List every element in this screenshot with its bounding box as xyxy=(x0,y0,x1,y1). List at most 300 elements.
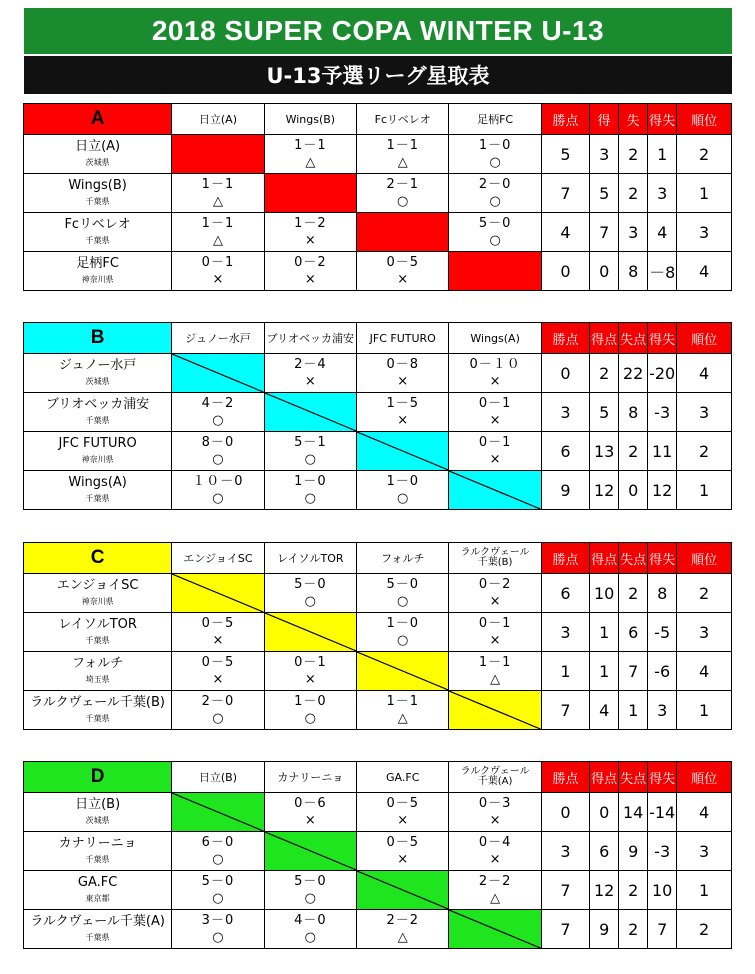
match-result-cell xyxy=(172,252,264,291)
table-row xyxy=(24,613,732,652)
match-result-cell xyxy=(172,471,264,510)
team-cell xyxy=(24,174,172,213)
stat-goals-against: 2 xyxy=(619,135,648,174)
match-score: 0－1 xyxy=(478,434,512,450)
team-name: 日立(A) xyxy=(75,139,121,154)
match-result-cell xyxy=(449,393,541,432)
match-score: 2－4 xyxy=(294,356,327,372)
team-prefecture: 千葉県 xyxy=(85,494,110,503)
group-letter: A xyxy=(24,104,172,135)
column-header-team: Wings(B) xyxy=(264,104,356,135)
match-result-cell xyxy=(357,252,449,291)
match-result-cell xyxy=(449,871,541,910)
match-score: 4－2 xyxy=(201,395,235,411)
self-match-cell xyxy=(172,574,264,613)
column-header-stat: 得点 xyxy=(590,323,619,354)
stat-goals-against: 2 xyxy=(619,871,648,910)
stat-points: 1 xyxy=(541,652,589,691)
column-header-stat: 順位 xyxy=(677,543,732,574)
team-prefecture: 茨城県 xyxy=(85,158,110,167)
self-match-cell xyxy=(357,213,449,252)
column-header-stat: 得失 xyxy=(648,104,677,135)
team-name: Wings(B) xyxy=(68,178,127,193)
group-letter: C xyxy=(24,543,172,574)
team-cell xyxy=(24,652,172,691)
stat-points: 3 xyxy=(541,832,589,871)
team-name: フォルチ xyxy=(71,656,124,671)
match-outcome-mark: ○ xyxy=(397,632,409,648)
stat-rank: 1 xyxy=(677,871,732,910)
table-row xyxy=(24,574,732,613)
stat-goals-against: 7 xyxy=(619,652,648,691)
match-outcome-mark: × xyxy=(212,271,224,287)
match-score: 0－5 xyxy=(201,615,235,631)
match-outcome-mark: ○ xyxy=(212,490,224,506)
match-result-cell xyxy=(449,354,541,393)
stat-goals-for: 5 xyxy=(590,393,619,432)
match-result-cell xyxy=(449,213,541,252)
match-score: 0－3 xyxy=(478,795,512,811)
match-outcome-mark: △ xyxy=(397,154,408,170)
diagonal-line xyxy=(449,471,540,509)
stat-goal-difference: -6 xyxy=(648,652,677,691)
stat-goals-for: 12 xyxy=(590,471,619,510)
match-outcome-mark: ○ xyxy=(304,890,316,906)
match-outcome-mark: △ xyxy=(212,193,223,209)
stat-goals-for: 7 xyxy=(590,213,619,252)
group-header-row xyxy=(24,762,732,793)
stat-goal-difference: -3 xyxy=(648,832,677,871)
stat-goals-against: 2 xyxy=(619,174,648,213)
match-outcome-mark: × xyxy=(304,373,316,389)
team-prefecture: 千葉県 xyxy=(85,197,110,206)
match-score: 1－1 xyxy=(386,693,419,709)
team-prefecture: 神奈川県 xyxy=(81,597,114,606)
team-prefecture: 千葉県 xyxy=(85,236,110,245)
stat-goals-for: 0 xyxy=(590,793,619,832)
stat-points: 7 xyxy=(541,691,589,730)
team-cell xyxy=(24,871,172,910)
page-title: 2018 SUPER COPA WINTER U-13 xyxy=(24,8,732,54)
match-result-cell xyxy=(264,354,356,393)
diagonal-line xyxy=(449,910,540,948)
column-header-stat: 得 xyxy=(590,104,619,135)
match-result-cell xyxy=(264,793,356,832)
column-header-team: Fcリベレオ xyxy=(357,104,449,135)
stat-goals-for: 9 xyxy=(590,910,619,949)
column-header-stat: 得失 xyxy=(648,543,677,574)
self-match-cell xyxy=(449,471,541,510)
diagonal-line xyxy=(265,393,356,431)
match-outcome-mark: × xyxy=(489,812,501,828)
stat-goals-against: 6 xyxy=(619,613,648,652)
stat-rank: 3 xyxy=(677,613,732,652)
stat-points: 0 xyxy=(541,354,589,393)
table-row xyxy=(24,691,732,730)
self-match-cell xyxy=(264,613,356,652)
self-match-cell xyxy=(357,432,449,471)
column-header-team: 日立(B) xyxy=(172,762,264,793)
match-result-cell xyxy=(172,393,264,432)
match-score: 1－2 xyxy=(294,215,327,231)
diagonal-line xyxy=(357,871,448,909)
stat-goals-against: 2 xyxy=(619,574,648,613)
match-score: 6－0 xyxy=(201,834,235,850)
column-header-stat: 順位 xyxy=(677,323,732,354)
match-result-cell xyxy=(264,432,356,471)
self-match-cell xyxy=(264,174,356,213)
match-score: 1－0 xyxy=(386,615,419,631)
team-name: JFC FUTURO xyxy=(58,436,137,451)
column-header-team: ラルクヴェール 千葉(B) xyxy=(449,543,541,574)
stat-goal-difference: 12 xyxy=(648,471,677,510)
stat-goal-difference: 3 xyxy=(648,174,677,213)
stat-goals-against: 8 xyxy=(619,393,648,432)
match-result-cell xyxy=(449,613,541,652)
table-row xyxy=(24,432,732,471)
column-header-team: 日立(A) xyxy=(172,104,264,135)
team-cell xyxy=(24,432,172,471)
team-name: ラルクヴェール千葉(A) xyxy=(30,914,165,929)
table-row xyxy=(24,213,732,252)
column-header-team: ブリオベッカ浦安 xyxy=(264,323,356,354)
self-match-cell xyxy=(449,910,541,949)
match-result-cell xyxy=(357,471,449,510)
stat-points: 3 xyxy=(541,613,589,652)
match-outcome-mark: ○ xyxy=(489,232,501,248)
match-score: 5－0 xyxy=(478,215,512,231)
diagonal-line xyxy=(357,652,448,690)
table-row xyxy=(24,832,732,871)
team-prefecture: 千葉県 xyxy=(85,714,110,723)
match-result-cell xyxy=(357,691,449,730)
column-header-stat: 失点 xyxy=(619,323,648,354)
stat-goal-difference: 11 xyxy=(648,432,677,471)
stat-rank: 1 xyxy=(677,691,732,730)
match-result-cell xyxy=(449,832,541,871)
column-header-stat: 得点 xyxy=(590,543,619,574)
match-result-cell xyxy=(264,652,356,691)
match-outcome-mark: × xyxy=(397,373,409,389)
match-score: 1－0 xyxy=(386,473,419,489)
team-name: エンジョイSC xyxy=(56,578,139,593)
team-cell xyxy=(24,691,172,730)
team-prefecture: 茨城県 xyxy=(85,377,110,386)
column-header-team: 足柄FC xyxy=(449,104,541,135)
stat-rank: 2 xyxy=(677,432,732,471)
self-match-cell xyxy=(172,793,264,832)
team-cell xyxy=(24,471,172,510)
stat-rank: 2 xyxy=(677,910,732,949)
stat-goals-against: 3 xyxy=(619,213,648,252)
self-match-cell xyxy=(172,135,264,174)
team-cell xyxy=(24,910,172,949)
match-outcome-mark: ○ xyxy=(212,451,224,467)
match-result-cell xyxy=(172,213,264,252)
stat-points: 6 xyxy=(541,432,589,471)
match-score: 2－2 xyxy=(386,912,419,928)
stat-points: 7 xyxy=(541,871,589,910)
match-score: １０－0 xyxy=(192,473,244,489)
self-match-cell xyxy=(357,871,449,910)
diagonal-line xyxy=(172,354,263,392)
team-prefecture: 神奈川県 xyxy=(81,455,114,464)
table-row xyxy=(24,135,732,174)
match-score: 0－1 xyxy=(478,615,512,631)
stat-goals-for: 0 xyxy=(590,252,619,291)
team-cell xyxy=(24,135,172,174)
match-result-cell xyxy=(264,252,356,291)
diagonal-line xyxy=(265,832,356,870)
match-score: 1－1 xyxy=(294,137,327,153)
match-outcome-mark: × xyxy=(212,632,224,648)
stat-rank: 1 xyxy=(677,174,732,213)
match-result-cell xyxy=(264,135,356,174)
stat-goal-difference: 7 xyxy=(648,910,677,949)
match-outcome-mark: × xyxy=(304,671,316,687)
stat-goals-against: 8 xyxy=(619,252,648,291)
group-letter: B xyxy=(24,323,172,354)
column-header-stat: 順位 xyxy=(677,762,732,793)
stat-goals-for: 1 xyxy=(590,652,619,691)
match-outcome-mark: × xyxy=(304,232,316,248)
match-score: 5－0 xyxy=(294,576,327,592)
match-outcome-mark: × xyxy=(397,271,409,287)
match-result-cell xyxy=(357,910,449,949)
stat-goal-difference: -20 xyxy=(648,354,677,393)
match-result-cell xyxy=(264,871,356,910)
match-outcome-mark: ○ xyxy=(304,593,316,609)
match-score: 1－5 xyxy=(386,395,419,411)
match-result-cell xyxy=(172,432,264,471)
match-result-cell xyxy=(357,354,449,393)
match-score: 2－0 xyxy=(478,176,512,192)
team-cell xyxy=(24,393,172,432)
stat-goals-for: 3 xyxy=(590,135,619,174)
match-outcome-mark: ○ xyxy=(304,490,316,506)
stat-goals-for: 5 xyxy=(590,174,619,213)
team-name: ジュノー水戸 xyxy=(58,358,137,373)
team-prefecture: 千葉県 xyxy=(85,855,110,864)
stat-rank: 3 xyxy=(677,213,732,252)
group-header-row xyxy=(24,104,732,135)
match-score: 1－0 xyxy=(478,137,512,153)
diagonal-line xyxy=(449,691,540,729)
match-outcome-mark: × xyxy=(489,373,501,389)
stat-rank: 4 xyxy=(677,793,732,832)
team-name: GA.FC xyxy=(77,875,118,890)
match-outcome-mark: ○ xyxy=(397,193,409,209)
match-outcome-mark: × xyxy=(304,271,316,287)
column-header-stat: 得点 xyxy=(590,762,619,793)
table-row xyxy=(24,354,732,393)
column-header-stat: 失 xyxy=(619,104,648,135)
match-result-cell xyxy=(172,832,264,871)
match-outcome-mark: × xyxy=(489,632,501,648)
stat-points: 7 xyxy=(541,174,589,213)
column-header-team: フォルチ xyxy=(357,543,449,574)
match-score: 0－8 xyxy=(386,356,419,372)
stat-goals-for: 4 xyxy=(590,691,619,730)
team-prefecture: 神奈川県 xyxy=(81,275,114,284)
self-match-cell xyxy=(449,691,541,730)
match-score: 0－6 xyxy=(294,795,327,811)
stat-goal-difference: 8 xyxy=(648,574,677,613)
match-result-cell xyxy=(357,613,449,652)
match-score: 5－0 xyxy=(201,873,235,889)
table-row xyxy=(24,652,732,691)
table-row xyxy=(24,393,732,432)
match-result-cell xyxy=(264,213,356,252)
column-header-stat: 順位 xyxy=(677,104,732,135)
diagonal-line xyxy=(265,613,356,651)
table-row xyxy=(24,471,732,510)
stat-rank: 2 xyxy=(677,135,732,174)
team-prefecture: 茨城県 xyxy=(85,816,110,825)
match-result-cell xyxy=(172,174,264,213)
stat-goals-against: 2 xyxy=(619,432,648,471)
stat-goals-against: 1 xyxy=(619,691,648,730)
team-name: カナリーニョ xyxy=(58,836,137,851)
match-outcome-mark: ○ xyxy=(212,890,224,906)
self-match-cell xyxy=(449,252,541,291)
group-table-c xyxy=(23,542,732,730)
stat-points: 3 xyxy=(541,393,589,432)
match-outcome-mark: ○ xyxy=(212,851,224,867)
stat-goals-against: 22 xyxy=(619,354,648,393)
self-match-cell xyxy=(357,652,449,691)
group-header-row xyxy=(24,543,732,574)
stat-goals-against: 14 xyxy=(619,793,648,832)
match-outcome-mark: △ xyxy=(490,890,501,906)
column-header-team: レイソルTOR xyxy=(264,543,356,574)
team-name: 足柄FC xyxy=(76,256,119,271)
match-score: 0－1 xyxy=(294,654,327,670)
team-name: ブリオベッカ浦安 xyxy=(45,397,150,412)
match-score: 0－1 xyxy=(478,395,512,411)
match-result-cell xyxy=(449,174,541,213)
self-match-cell xyxy=(264,832,356,871)
stat-goal-difference: －8 xyxy=(648,252,677,291)
stat-rank: 4 xyxy=(677,354,732,393)
stat-goal-difference: -14 xyxy=(648,793,677,832)
group-table-d xyxy=(23,761,732,949)
match-result-cell xyxy=(264,471,356,510)
match-score: 0－5 xyxy=(386,834,419,850)
match-outcome-mark: △ xyxy=(397,929,408,945)
column-header-stat: 勝点 xyxy=(541,323,589,354)
team-name: Wings(A) xyxy=(68,475,127,490)
match-score: 2－1 xyxy=(386,176,419,192)
match-outcome-mark: ○ xyxy=(489,193,501,209)
match-outcome-mark: △ xyxy=(305,154,316,170)
column-header-team: JFC FUTURO xyxy=(357,323,449,354)
column-header-stat: 失点 xyxy=(619,543,648,574)
match-result-cell xyxy=(172,613,264,652)
group-header-row xyxy=(24,323,732,354)
stat-rank: 2 xyxy=(677,574,732,613)
match-outcome-mark: ○ xyxy=(212,929,224,945)
column-header-team: ジュノー水戸 xyxy=(172,323,264,354)
stat-goals-for: 6 xyxy=(590,832,619,871)
team-cell xyxy=(24,354,172,393)
team-cell xyxy=(24,613,172,652)
team-cell xyxy=(24,793,172,832)
stat-rank: 4 xyxy=(677,252,732,291)
match-score: 2－0 xyxy=(201,693,235,709)
match-result-cell xyxy=(357,574,449,613)
match-outcome-mark: ○ xyxy=(397,593,409,609)
table-row xyxy=(24,252,732,291)
stat-goal-difference: 3 xyxy=(648,691,677,730)
column-header-stat: 得失 xyxy=(648,762,677,793)
match-score: 8－0 xyxy=(201,434,235,450)
match-outcome-mark: × xyxy=(397,851,409,867)
team-name: Fcリベレオ xyxy=(64,217,131,232)
stat-goals-against: 2 xyxy=(619,910,648,949)
match-outcome-mark: × xyxy=(397,812,409,828)
match-score: 5－0 xyxy=(294,873,327,889)
match-outcome-mark: △ xyxy=(490,671,501,687)
stat-goals-against: 0 xyxy=(619,471,648,510)
stat-goals-for: 1 xyxy=(590,613,619,652)
match-score: 1－1 xyxy=(201,176,235,192)
match-outcome-mark: ○ xyxy=(304,451,316,467)
match-result-cell xyxy=(449,574,541,613)
stat-goal-difference: -3 xyxy=(648,393,677,432)
stat-points: 4 xyxy=(541,213,589,252)
column-header-stat: 得失 xyxy=(648,323,677,354)
team-name: ラルクヴェール千葉(B) xyxy=(30,695,165,710)
match-score: 1－0 xyxy=(294,693,327,709)
match-result-cell xyxy=(357,174,449,213)
stat-goals-for: 2 xyxy=(590,354,619,393)
diagonal-line xyxy=(172,574,263,612)
match-outcome-mark: × xyxy=(489,412,501,428)
diagonal-line xyxy=(357,432,448,470)
match-result-cell xyxy=(264,574,356,613)
match-result-cell xyxy=(172,871,264,910)
match-result-cell xyxy=(449,135,541,174)
match-outcome-mark: ○ xyxy=(304,929,316,945)
column-header-team: エンジョイSC xyxy=(172,543,264,574)
stat-points: 5 xyxy=(541,135,589,174)
match-score: 0－5 xyxy=(386,254,419,270)
stat-goal-difference: 1 xyxy=(648,135,677,174)
match-result-cell xyxy=(172,910,264,949)
team-prefecture: 東京都 xyxy=(85,894,110,903)
stat-goal-difference: 10 xyxy=(648,871,677,910)
team-prefecture: 千葉県 xyxy=(85,416,110,425)
table-row xyxy=(24,793,732,832)
match-outcome-mark: ○ xyxy=(397,490,409,506)
table-row xyxy=(24,174,732,213)
match-score: 0－1 xyxy=(201,254,235,270)
page-subtitle: U-13予選リーグ星取表 xyxy=(24,56,732,94)
match-outcome-mark: × xyxy=(212,671,224,687)
column-header-team: Wings(A) xyxy=(449,323,541,354)
match-result-cell xyxy=(449,652,541,691)
team-cell xyxy=(24,213,172,252)
match-outcome-mark: △ xyxy=(397,710,408,726)
team-name: 日立(B) xyxy=(75,797,121,812)
column-header-stat: 勝点 xyxy=(541,543,589,574)
team-prefecture: 埼玉県 xyxy=(85,675,110,684)
match-result-cell xyxy=(264,691,356,730)
match-outcome-mark: × xyxy=(489,593,501,609)
match-outcome-mark: △ xyxy=(212,232,223,248)
match-score: 0－4 xyxy=(478,834,512,850)
